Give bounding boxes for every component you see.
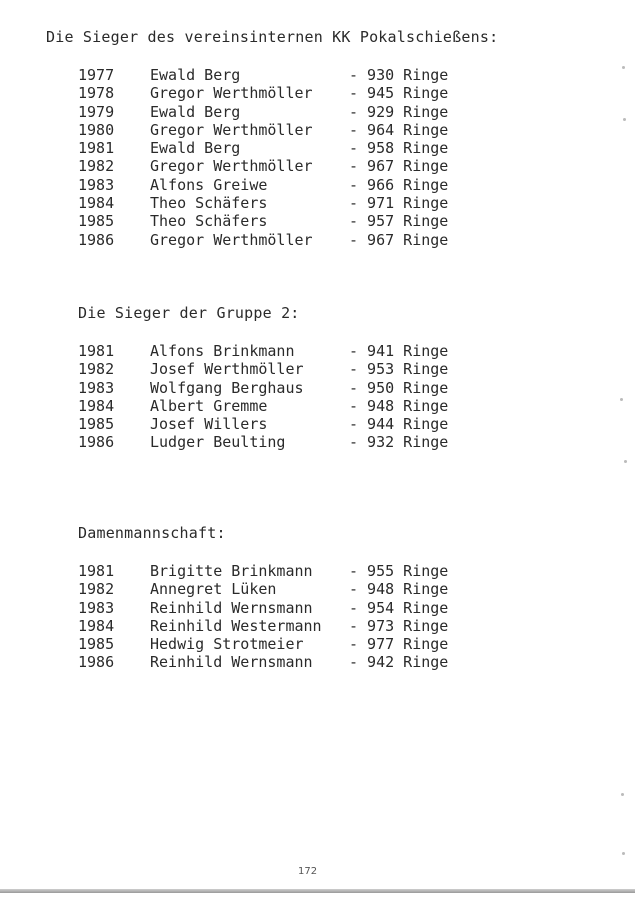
- score-cell: - 932 Ringe: [349, 433, 449, 452]
- table-row: [78, 194, 478, 212]
- table-row: [78, 617, 478, 635]
- score-cell: - 964 Ringe: [349, 120, 449, 139]
- year-cell: 1985: [78, 415, 115, 434]
- year-cell: 1981: [78, 562, 115, 580]
- name-cell: Josef Willers: [150, 415, 268, 434]
- name-cell: Gregor Werthmöller: [150, 120, 313, 139]
- name-cell: Alfons Brinkmann: [150, 342, 295, 360]
- score-cell: - 955 Ringe: [349, 562, 449, 580]
- name-cell: Reinhild Wernsmann: [150, 653, 313, 672]
- score-cell: - 958 Ringe: [349, 139, 449, 158]
- name-cell: Gregor Werthmöller: [150, 157, 313, 176]
- name-cell: Annegret Lüken: [150, 580, 277, 599]
- year-cell: 1986: [78, 230, 115, 249]
- scan-speck: [621, 793, 624, 796]
- year-cell: 1982: [78, 580, 115, 599]
- scan-speck: [623, 118, 626, 121]
- scan-speck: [622, 852, 625, 855]
- year-cell: 1986: [78, 653, 115, 672]
- table-row: [78, 653, 478, 671]
- score-cell: - 948 Ringe: [349, 580, 449, 599]
- section-heading-damenmannschaft: Damenmannschaft:: [78, 524, 226, 542]
- score-cell: - 973 Ringe: [349, 616, 449, 635]
- score-cell: - 944 Ringe: [349, 415, 449, 434]
- table-row: [78, 580, 478, 598]
- name-cell: Ludger Beulting: [150, 433, 286, 452]
- table-row: [78, 103, 478, 121]
- name-cell: Hedwig Strotmeier: [150, 635, 304, 654]
- name-cell: Josef Werthmöller: [150, 360, 304, 379]
- table-row: [78, 121, 478, 139]
- score-cell: - 930 Ringe: [349, 66, 449, 84]
- table-row: [78, 66, 478, 84]
- score-cell: - 967 Ringe: [349, 157, 449, 176]
- table-row: [78, 84, 478, 102]
- table-row: [78, 379, 478, 397]
- score-cell: - 929 Ringe: [349, 102, 449, 121]
- name-cell: Gregor Werthmöller: [150, 230, 313, 249]
- section-heading-gruppe-2: Die Sieger der Gruppe 2:: [78, 304, 300, 322]
- table-row: [78, 231, 478, 249]
- table-row: [78, 635, 478, 653]
- table-row: [78, 562, 478, 580]
- year-cell: 1985: [78, 212, 115, 231]
- section-kk-pokal: [78, 66, 478, 249]
- year-cell: 1981: [78, 139, 115, 158]
- score-cell: - 967 Ringe: [349, 230, 449, 249]
- score-cell: - 950 Ringe: [349, 378, 449, 397]
- score-cell: - 945 Ringe: [349, 84, 449, 103]
- name-cell: Ewald Berg: [150, 66, 241, 84]
- name-cell: Theo Schäfers: [150, 212, 268, 231]
- name-cell: Gregor Werthmöller: [150, 84, 313, 103]
- table-row: [78, 599, 478, 617]
- table-row: [78, 139, 478, 157]
- score-cell: - 941 Ringe: [349, 342, 449, 360]
- name-cell: Ewald Berg: [150, 139, 241, 158]
- name-cell: Theo Schäfers: [150, 194, 268, 213]
- scan-bottom-edge: [0, 889, 635, 893]
- year-cell: 1982: [78, 360, 115, 379]
- table-row: [78, 360, 478, 378]
- year-cell: 1982: [78, 157, 115, 176]
- score-cell: - 948 Ringe: [349, 396, 449, 415]
- year-cell: 1986: [78, 433, 115, 452]
- score-cell: - 971 Ringe: [349, 194, 449, 213]
- year-cell: 1983: [78, 598, 115, 617]
- scan-speck: [624, 460, 627, 463]
- table-row: [78, 212, 478, 230]
- name-cell: Wolfgang Berghaus: [150, 378, 304, 397]
- table-row: [78, 342, 478, 360]
- year-cell: 1983: [78, 175, 115, 194]
- year-cell: 1978: [78, 84, 115, 103]
- name-cell: Albert Gremme: [150, 396, 268, 415]
- year-cell: 1983: [78, 378, 115, 397]
- score-cell: - 953 Ringe: [349, 360, 449, 379]
- year-cell: 1985: [78, 635, 115, 654]
- year-cell: 1979: [78, 102, 115, 121]
- name-cell: Brigitte Brinkmann: [150, 562, 313, 580]
- name-cell: Alfons Greiwe: [150, 175, 268, 194]
- year-cell: 1984: [78, 616, 115, 635]
- year-cell: 1977: [78, 66, 115, 84]
- year-cell: 1984: [78, 396, 115, 415]
- document-title: Die Sieger des vereinsinternen KK Pokalschießens:: [46, 28, 499, 46]
- score-cell: - 957 Ringe: [349, 212, 449, 231]
- name-cell: Reinhild Westermann: [150, 616, 322, 635]
- year-cell: 1984: [78, 194, 115, 213]
- name-cell: Reinhild Wernsmann: [150, 598, 313, 617]
- scan-speck: [620, 398, 623, 401]
- table-row: [78, 176, 478, 194]
- year-cell: 1981: [78, 342, 115, 360]
- table-row: [78, 157, 478, 175]
- table-row: [78, 397, 478, 415]
- score-cell: - 966 Ringe: [349, 175, 449, 194]
- score-cell: - 954 Ringe: [349, 598, 449, 617]
- section-gruppe-2: [78, 342, 478, 452]
- score-cell: - 977 Ringe: [349, 635, 449, 654]
- scan-speck: [622, 66, 625, 69]
- table-row: [78, 433, 478, 451]
- name-cell: Ewald Berg: [150, 102, 241, 121]
- table-row: [78, 415, 478, 433]
- year-cell: 1980: [78, 120, 115, 139]
- section-damenmannschaft: [78, 562, 478, 672]
- score-cell: - 942 Ringe: [349, 653, 449, 672]
- page-number: 172: [298, 866, 318, 877]
